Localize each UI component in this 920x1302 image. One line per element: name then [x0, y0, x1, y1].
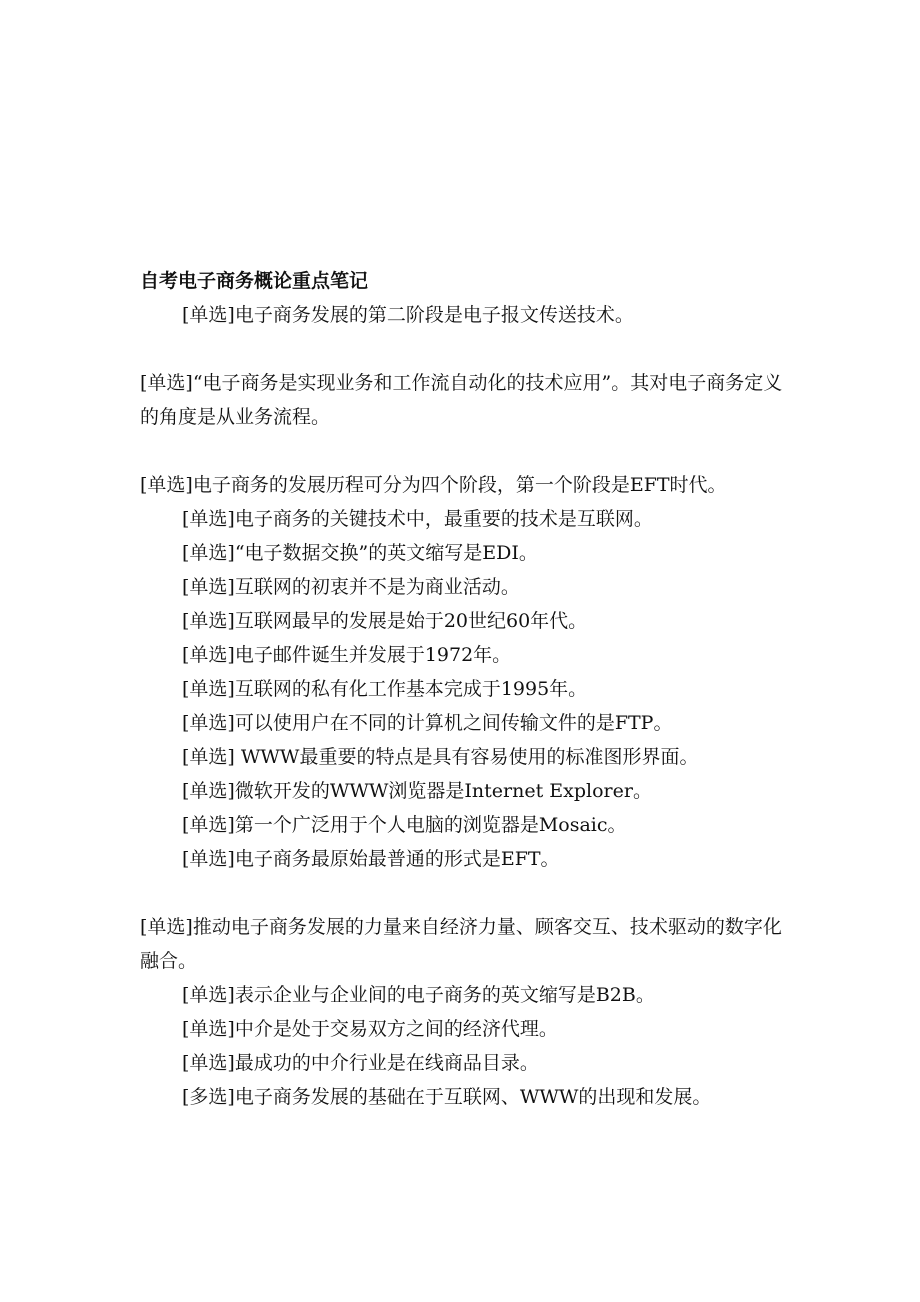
document-page	[140, 264, 790, 1114]
note-paragraph: [单选]中介是处于交易双方之间的经济代理。	[182, 1018, 558, 1040]
note-paragraph: [单选]“电子数据交换”的英文缩写是EDI。	[182, 542, 538, 564]
note-paragraph: [单选]电子商务发展的第二阶段是电子报文传送技术。	[182, 304, 634, 326]
note-paragraph: [单选]推动电子商务发展的力量来自经济力量、顾客交互、技术驱动的数字化融合。	[140, 916, 782, 972]
note-paragraph: [单选]电子商务的关键技术中，最重要的技术是互联网。	[182, 508, 653, 530]
note-paragraph: [单选]互联网最早的发展是始于20世纪60年代。	[182, 610, 588, 632]
note-paragraph: [单选]电子邮件诞生并发展于1972年。	[182, 644, 512, 666]
note-paragraph: [单选]互联网的初衷并不是为商业活动。	[182, 576, 520, 598]
note-paragraph: [单选]表示企业与企业间的电子商务的英文缩写是B2B。	[182, 984, 655, 1006]
note-paragraph: [单选]微软开发的WWW浏览器是Internet Explorer。	[182, 780, 652, 802]
note-paragraph: [单选]可以使用户在不同的计算机之间传输文件的是FTP。	[182, 712, 673, 734]
note-paragraph: [单选]互联网的私有化工作基本完成于1995年。	[182, 678, 588, 700]
note-paragraph: [单选]“电子商务是实现业务和工作流自动化的技术应用”。其对电子商务定义的角度是从业务流程。	[140, 372, 783, 428]
note-paragraph: [单选]最成功的中介行业是在线商品目录。	[182, 1052, 539, 1074]
note-paragraph: [多选]电子商务发展的基础在于互联网、WWW的出现和发展。	[182, 1086, 712, 1108]
note-paragraph: [单选] WWW最重要的特点是具有容易使用的标准图形界面。	[182, 746, 699, 768]
note-paragraph: [单选]电子商务最原始最普通的形式是EFT。	[182, 848, 560, 870]
note-paragraph: [单选]电子商务的发展历程可分为四个阶段，第一个阶段是EFT时代。	[140, 474, 727, 496]
note-paragraph: [单选]第一个广泛用于个人电脑的浏览器是Mosaic。	[182, 814, 627, 836]
document-title: 自考电子商务概论重点笔记	[140, 270, 369, 292]
